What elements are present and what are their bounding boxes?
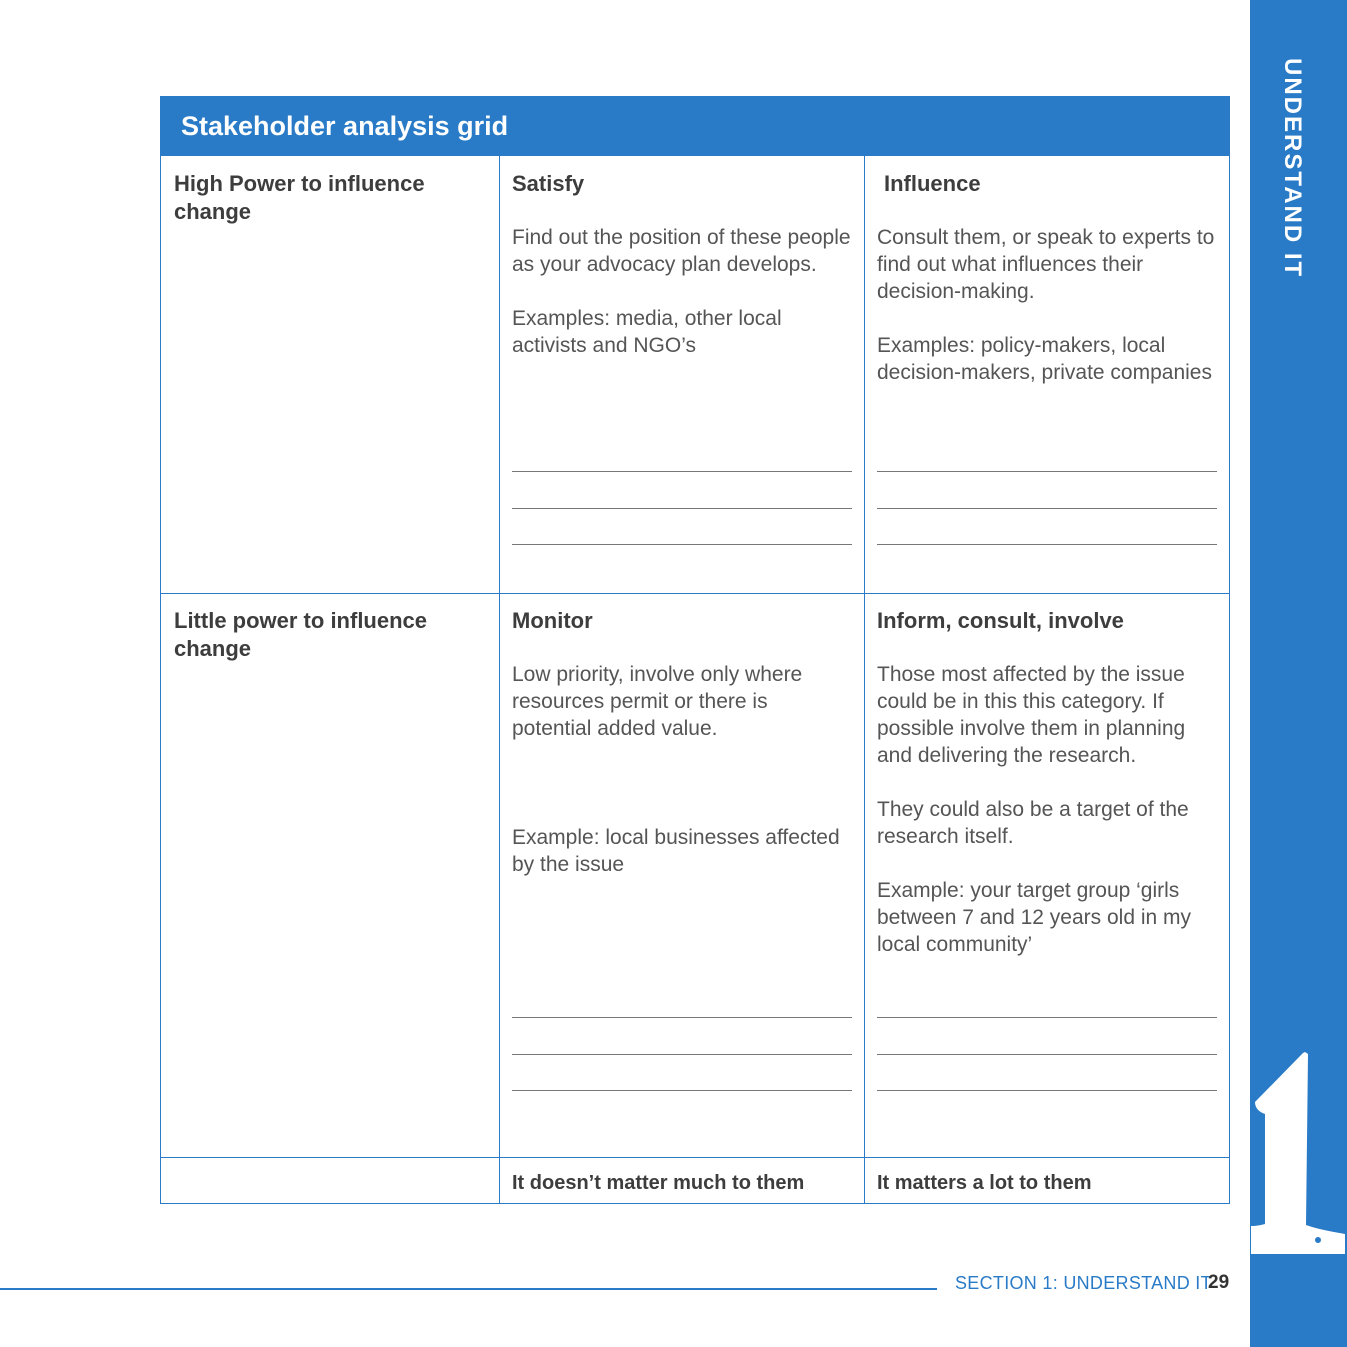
write-in-line[interactable] [512,1090,852,1091]
write-in-line[interactable] [512,471,852,472]
cell-text: Those most affected by the issue could be in this this category. If possible involve them in planning and delivering the research. [877,663,1186,767]
cell-title: Inform, consult, involve [877,608,1124,633]
write-in-line[interactable] [512,1054,852,1055]
write-in-line[interactable] [877,1090,1217,1091]
cell-title: Satisfy [512,171,585,196]
cell-text: Low priority, involve only where resources permit or there is potential added value. [512,663,803,740]
section-tab-title: UNDERSTAND IT [1279,58,1306,279]
cell-text: Consult them, or speak to experts to find out what influences their decision-making. [877,226,1215,303]
row-divider [161,1157,1229,1158]
write-in-line[interactable] [877,508,1217,509]
grid-title: Stakeholder analysis grid [161,97,1229,156]
column-divider [864,156,865,1203]
footer-label-doesnt-matter: It doesn’t matter much to them [512,1172,805,1194]
column-divider [499,156,500,1203]
write-in-line[interactable] [877,471,1217,472]
page-number: 29 [1208,1272,1230,1293]
section-number-graphic [1245,1050,1347,1255]
write-in-line[interactable] [877,1017,1217,1018]
footer-label-matters-a-lot: It matters a lot to them [877,1172,1092,1194]
write-in-line[interactable] [512,544,852,545]
row-divider [161,593,1229,594]
cell-text: Example: local businesses affected by the issue [512,826,840,876]
cell-title: Monitor [512,608,593,633]
row-label-high-power: High Power to influence change [174,171,425,224]
write-in-line[interactable] [877,1054,1217,1055]
row-label-little-power: Little power to influence change [174,608,428,661]
cell-text: Examples: policy-makers, local decision-makers, private companies [877,334,1212,384]
cell-inform-consult-involve [877,607,1217,985]
cell-text: Find out the position of these people as your advocacy plan develops. [512,226,851,276]
cell-text: They could also be a target of the research itself. [877,798,1189,848]
cell-title: Influence [884,171,981,196]
footer-rule [0,1288,937,1290]
cell-satisfy [512,170,852,386]
cell-monitor [512,607,852,905]
write-in-line[interactable] [877,544,1217,545]
cell-text: Example: your target group ‘girls between 7 and 12 years old in my local community’ [877,879,1192,956]
stakeholder-grid [160,96,1230,1204]
cell-influence [877,170,1217,413]
footer-section-label: SECTION 1: UNDERSTAND IT [955,1273,1212,1293]
cell-text: Examples: media, other local activists and NGO’s [512,307,782,357]
write-in-line[interactable] [512,508,852,509]
write-in-line[interactable] [512,1017,852,1018]
